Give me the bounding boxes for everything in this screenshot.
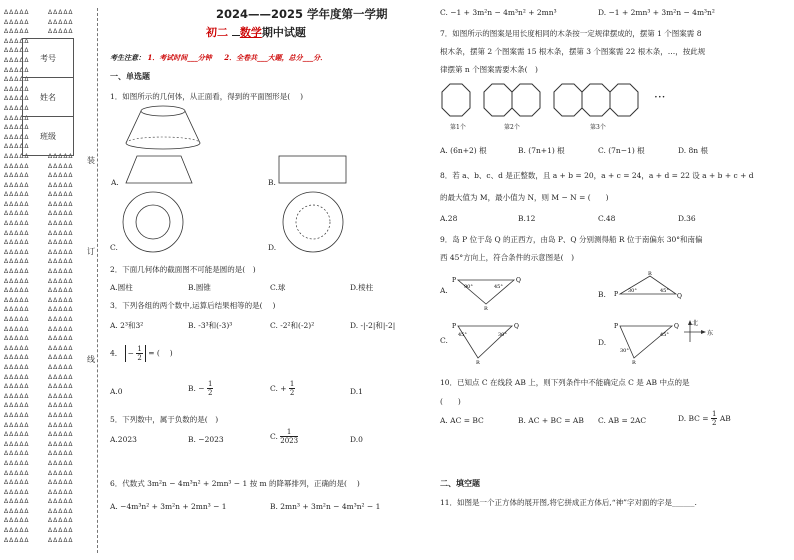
q7-option-c: C. (7n−1) 根 <box>598 146 645 155</box>
q9-option-b: B. <box>598 290 606 299</box>
q9b-ang1: 30° <box>628 288 637 294</box>
q1-option-b: B. <box>268 178 276 187</box>
q9c-ang1: 45° <box>458 332 467 338</box>
q9a-q: Q <box>516 277 521 284</box>
q9a-p: P <box>452 277 457 284</box>
q1-frustum-figure <box>118 103 208 153</box>
q7-label-3: 第3个 <box>590 124 606 131</box>
q9d-ang1: 30° <box>620 348 629 354</box>
q10-option-c: C. AB = 2AC <box>598 416 647 425</box>
q6-option-a: A. −4m³n² + 3m²n + 2mn³ − 1 <box>110 502 227 511</box>
q3-stem: 3．下列各组的两个数中,运算后结果相等的是( ) <box>110 301 276 310</box>
q11-stem: 11．如图是一个正方体的展开图,将它拼成正方体后,“神”字对面的字是______. <box>440 498 697 507</box>
q7-line-1: 7．如图所示的图案是用长度相同的木条按一定规律摆成的，摆第 1 个图案需 8 <box>440 29 702 38</box>
q8-line-2: 的最大值为 M，最小值为 N，则 M − N = ( ) <box>440 193 609 202</box>
q8-option-a: A.28 <box>440 214 458 223</box>
q7-line-3: 律摆第 n 个图案需要木条( ) <box>440 65 538 74</box>
section-fill-blank: 二、填空题 <box>440 479 480 488</box>
name-label: 姓名 <box>23 78 73 117</box>
student-info-box <box>22 38 74 156</box>
section-single-choice: 一、单选题 <box>110 72 150 81</box>
subject-label: 数学 <box>239 26 262 39</box>
q8-option-b: B.12 <box>518 214 536 223</box>
q5-option-b: B. −2023 <box>188 435 224 444</box>
q9d-p: P <box>614 323 619 330</box>
q9b-p: P <box>614 291 619 298</box>
q4-option-c: C. + $\frac{1}{2}$ <box>270 380 295 397</box>
exam-subtitle <box>206 24 306 40</box>
q7-ellipsis: ··· <box>654 90 666 104</box>
compass-east: 东 <box>707 330 714 337</box>
q4-prefix: 4． <box>110 348 123 358</box>
q9-diagram-c <box>454 322 524 364</box>
q9b-r: R <box>648 271 652 277</box>
q7-option-d: D. 8n 根 <box>678 146 708 155</box>
q1-option-c-annulus <box>118 190 188 254</box>
bind-char-ding: 订 <box>87 247 95 256</box>
q1-option-a: A. <box>111 178 119 187</box>
q6-stem: 6．代数式 3m²n − 4m³n² + 2mn³ − 1 按 m 的降幂排列，正确的是( ) <box>110 479 360 488</box>
q9a-r: R <box>484 306 488 312</box>
q9c-ang2: 30° <box>498 332 507 338</box>
q2-option-c: C.球 <box>270 283 286 292</box>
bind-char-zhuang: 装 <box>87 156 95 165</box>
q6-option-c: C. −1 + 3m²n − 4m³n² + 2mn³ <box>440 8 557 17</box>
q3-option-b: B. -3³和(-3)³ <box>188 321 233 330</box>
q4-stem: 4． − $\frac{1}{2}$ = ( ) <box>110 345 173 362</box>
exam-notes <box>110 53 327 63</box>
compass-icon <box>682 318 722 348</box>
q4-suffix: = ( ) <box>148 348 173 358</box>
q2-option-b: B.圆锥 <box>188 283 211 292</box>
q1-option-d-annulus-dashed <box>278 190 348 254</box>
q9-option-d: D. <box>598 338 607 347</box>
q5-option-d: D.0 <box>350 435 363 444</box>
q6-option-d: D. −1 + 2mn³ + 3m²n − 4m³n² <box>598 8 715 17</box>
note-label: 考生注意： <box>110 53 145 62</box>
q10-option-d: D. BC = $\frac{1}{2}$ AB <box>678 410 731 427</box>
exam-title: 2024——2025 学年度第一学期 <box>216 7 388 21</box>
q2-stem: 2．下面几何体的截面图不可能是圆的是( ) <box>110 265 256 274</box>
compass-north: 北 <box>692 320 699 327</box>
q8-option-d: D.36 <box>678 214 696 223</box>
q7-option-a: A. (6n+2) 根 <box>440 146 487 155</box>
q7-label-1: 第1个 <box>450 124 466 131</box>
q7-octagon-pattern-figure <box>440 82 690 122</box>
q4-frac-num: 1 <box>137 345 142 353</box>
q7-line-2: 根木条，摆第 2 个图案需 15 根木条，摆第 3 个图案需 22 根木条，…，按此规 <box>440 47 706 56</box>
q9-option-c: C. <box>440 336 448 345</box>
q10-line-1: 10．已知点 C 在线段 AB 上，则下列条件中不能确定点 C 是 AB 中点的是 <box>440 378 690 387</box>
q9a-ang2: 45° <box>494 284 503 290</box>
grade-label: 初二 <box>206 26 228 39</box>
class-label: 班级 <box>40 131 56 141</box>
q9d-r: R <box>632 360 636 366</box>
q3-option-d: D. -|-2|和|-2| <box>350 321 396 330</box>
q5-stem: 5．下列数中，属于负数的是( ) <box>110 415 219 424</box>
q10-option-b: B. AC + BC = AB <box>518 416 584 425</box>
q1-option-b-rectangle <box>278 155 348 185</box>
q1-option-a-trapezoid <box>124 155 194 185</box>
q6-option-b: B. 2mn³ + 3m²n − 4m³n² − 1 <box>270 502 381 511</box>
q9c-q: Q <box>514 323 519 330</box>
q9b-q: Q <box>677 293 682 300</box>
q10-option-a: A. AC = BC <box>440 416 484 425</box>
margin-triangle-column-1: ΔΔΔΔΔ ΔΔΔΔΔ ΔΔΔΔΔ ΔΔΔΔΔ ΔΔΔΔΔ ΔΔΔΔΔ ΔΔΔΔΔ ΔΔΔΔΔ ΔΔΔΔΔ ΔΔΔΔΔ ΔΔΔΔΔ ΔΔΔΔΔ ΔΔΔΔΔ ΔΔΔΔΔ ΔΔΔΔΔ ΔΔΔΔΔ ΔΔΔΔΔ ΔΔΔΔΔ ΔΔΔΔΔ ΔΔΔΔΔ ΔΔΔΔΔ ΔΔΔΔΔ ΔΔΔΔΔ ΔΔΔΔΔ ΔΔΔΔΔ ΔΔΔΔΔ ΔΔΔΔΔ ΔΔΔΔΔ ΔΔΔΔΔ ΔΔΔΔΔ ΔΔΔΔΔ ΔΔΔΔΔ ΔΔΔΔΔ ΔΔΔΔΔ ΔΔΔΔΔ ΔΔΔΔΔ ΔΔΔΔΔ ΔΔΔΔΔ ΔΔΔΔΔ ΔΔΔΔΔ ΔΔΔΔΔ ΔΔΔΔΔ ΔΔΔΔΔ ΔΔΔΔΔ ΔΔΔΔΔ ΔΔΔΔΔ ΔΔΔΔΔ ΔΔΔΔΔ ΔΔΔΔΔ ΔΔΔΔΔ ΔΔΔΔΔ ΔΔΔΔΔ ΔΔΔΔΔ ΔΔΔΔΔ ΔΔΔΔΔ ΔΔΔΔΔ <box>4 9 30 544</box>
q4-option-b: B. − $\frac{1}{2}$ <box>188 380 213 397</box>
subtitle-rest: 期中试题 <box>261 26 306 39</box>
q7-label-2: 第2个 <box>504 124 520 131</box>
q9-line-1: 9．岛 P 位于岛 Q 的正西方，由岛 P、Q 分别测得船 R 位于南偏东 30°和南偏 <box>440 235 703 244</box>
q10-line-2: ( ) <box>440 397 461 406</box>
q1-option-d: D. <box>268 243 277 252</box>
note-total: 2．全卷共___大题，总分___分． <box>224 53 328 62</box>
q9-option-a: A. <box>440 286 448 295</box>
q1-option-c: C. <box>110 243 118 252</box>
q5-option-a: A.2023 <box>110 435 137 444</box>
q9d-q: Q <box>674 323 679 330</box>
q2-option-a: A.圆柱 <box>110 283 133 292</box>
q5-option-c: C. $\frac{1}{2023}$ <box>270 428 299 445</box>
q9-diagram-d <box>616 322 686 364</box>
q8-option-c: C.48 <box>598 214 616 223</box>
q9-line-2: 西 45°方向上，符合条件的示意图是( ) <box>440 253 575 262</box>
q8-line-1: 8．若 a、b、c、d 是正整数，且 a + b = 20，a + c = 24，a + d = 22 设 a + b + c + d <box>440 171 754 180</box>
q4-option-a: A.0 <box>110 387 123 396</box>
binding-line <box>97 8 98 553</box>
exam-id-label: 考号 <box>23 39 73 78</box>
q7-option-b: B. (7n+1) 根 <box>518 146 565 155</box>
q1-stem: 1．如图所示的几何体，从正面看，得到的平面图形是( ) <box>110 92 304 101</box>
q3-option-a: A. 2³和3² <box>110 321 144 330</box>
q9b-ang2: 45° <box>660 288 669 294</box>
q4-option-d: D.1 <box>350 387 363 396</box>
note-time: 1．考试时间___分钟 <box>147 53 212 62</box>
q9-diagram-a <box>454 274 524 310</box>
q9c-r: R <box>476 360 480 366</box>
q9a-ang1: 90° <box>464 284 473 290</box>
q9c-p: P <box>452 323 457 330</box>
margin-triangle-column-2: ΔΔΔΔΔ ΔΔΔΔΔ ΔΔΔΔΔ ΔΔΔΔΔ ΔΔΔΔΔ ΔΔΔΔΔ ΔΔΔΔΔ ΔΔΔΔΔ ΔΔΔΔΔ ΔΔΔΔΔ ΔΔΔΔΔ ΔΔΔΔΔ ΔΔΔΔΔ ΔΔΔΔΔ ΔΔΔΔΔ ΔΔΔΔΔ ΔΔΔΔΔ ΔΔΔΔΔ ΔΔΔΔΔ ΔΔΔΔΔ ΔΔΔΔΔ ΔΔΔΔΔ ΔΔΔΔΔ ΔΔΔΔΔ ΔΔΔΔΔ ΔΔΔΔΔ ΔΔΔΔΔ ΔΔΔΔΔ ΔΔΔΔΔ ΔΔΔΔΔ ΔΔΔΔΔ ΔΔΔΔΔ ΔΔΔΔΔ ΔΔΔΔΔ ΔΔΔΔΔ ΔΔΔΔΔ ΔΔΔΔΔ ΔΔΔΔΔ ΔΔΔΔΔ ΔΔΔΔΔ ΔΔΔΔΔ ΔΔΔΔΔ ΔΔΔΔΔ ΔΔΔΔΔ <box>48 9 74 544</box>
q3-option-c: C. -2²和(-2)² <box>270 321 315 330</box>
bind-char-xian: 线 <box>87 355 95 364</box>
q2-option-d: D.棱柱 <box>350 283 374 292</box>
q9d-ang2: 45° <box>660 332 669 338</box>
q9-diagram-b <box>614 272 684 306</box>
q4-frac-den: 2 <box>137 354 142 362</box>
